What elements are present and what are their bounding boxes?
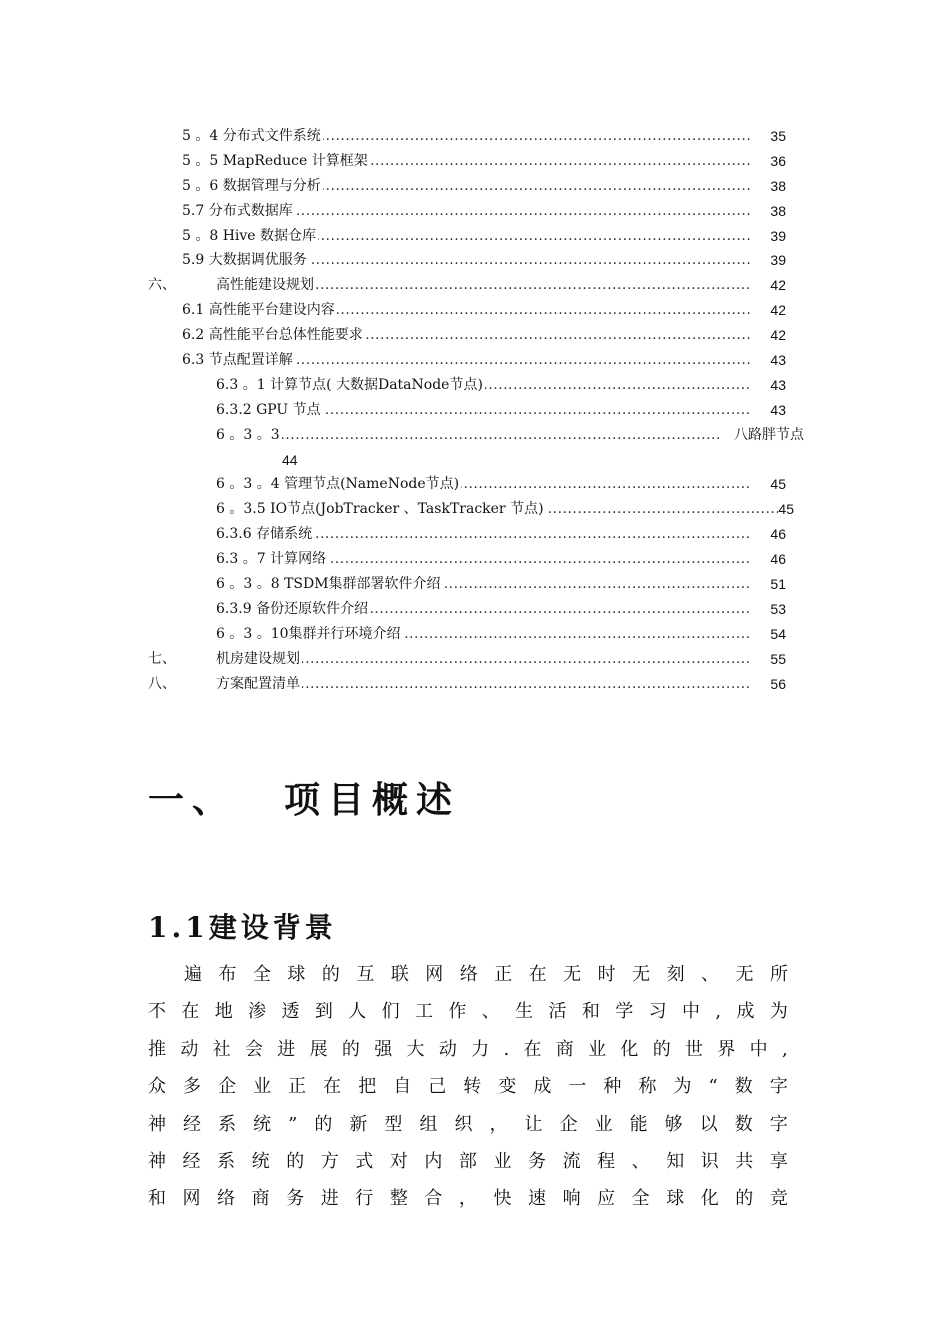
toc-entry-label: 6 。3 。3	[216, 423, 282, 448]
toc-entry[interactable]	[148, 174, 808, 199]
toc-page-number: 42	[770, 302, 786, 319]
toc-entry[interactable]	[148, 472, 808, 497]
toc-entry[interactable]	[148, 572, 808, 597]
toc-entry-label: 6.3 。7 计算网络	[216, 547, 328, 572]
toc-entry-label: 5 。5 MapReduce 计算框架	[182, 149, 370, 174]
toc-entry[interactable]	[148, 323, 808, 348]
toc-entry-label: 6.2 高性能平台总体性能要求	[182, 323, 365, 348]
toc-page-number: 39	[770, 227, 786, 244]
toc-entry-prefix: 七、	[148, 650, 176, 667]
toc-page-number: 43	[770, 352, 786, 369]
toc-entry-label: 高性能建设规划	[216, 273, 316, 298]
body-line: 遍 布 全 球 的 互 联 网 络 正 在 无 时 无 刻 、 无 所	[184, 964, 788, 985]
toc-entry[interactable]	[148, 224, 808, 249]
toc-entry-label: 6 。3.5 IO节点(JobTracker 、TaskTracker 节点)	[216, 497, 546, 522]
toc-page-number: 42	[770, 277, 786, 294]
toc-entry[interactable]	[148, 398, 808, 423]
toc-entry[interactable]	[148, 273, 808, 298]
chapter-heading	[148, 772, 460, 823]
toc-entry[interactable]	[148, 647, 808, 672]
toc-entry-label: 6.3.9 备份还原软件介绍	[216, 597, 370, 622]
toc-entry[interactable]	[148, 149, 808, 174]
toc-entry-label: 6 。3 。10集群并行环境介绍	[216, 622, 403, 647]
body-line: 众 多 企 业 正 在 把 自 己 转 变 成 一 种 称 为 “ 数 字	[148, 1076, 788, 1098]
toc-entry-label: 6.3 节点配置详解	[182, 348, 295, 373]
section-heading: 1.1建设背景	[148, 911, 337, 944]
toc-entry-label: 6.3 。1 计算节点( 大数据DataNode节点)	[216, 373, 485, 398]
toc-entry[interactable]	[148, 547, 808, 572]
chapter-number: 一、	[148, 780, 237, 821]
toc-page-number: 55	[770, 650, 786, 667]
toc-entry-prefix: 八、	[148, 675, 176, 692]
body-line: 和 网 络 商 务 进 行 整 合 ， 快 速 响 应 全 球 化 的 竞	[148, 1188, 788, 1210]
toc-entry[interactable]	[148, 298, 808, 323]
toc-entry[interactable]	[148, 448, 808, 473]
toc-page-number: 38	[770, 202, 786, 219]
toc-entry-trail: 八路胖节点	[734, 423, 804, 448]
toc-entry-label: 5.7 分布式数据库	[182, 199, 295, 224]
toc-entry[interactable]	[148, 497, 808, 522]
toc-entry-label: 6.1 高性能平台建设内容	[182, 298, 337, 323]
chapter-title: 项目概述	[284, 780, 461, 821]
toc-entry-label: 6 。3 。4 管理节点(NameNode节点)	[216, 472, 461, 497]
toc-entry[interactable]	[148, 672, 808, 697]
toc-page-number: 36	[770, 152, 786, 169]
body-line: 神 经 系 统 ” 的 新 型 组 织 ， 让 企 业 能 够 以 数 字	[148, 1113, 788, 1135]
toc-entry[interactable]	[148, 597, 808, 622]
table-of-contents	[148, 124, 808, 696]
toc-page-number: 51	[770, 576, 786, 593]
toc-entry[interactable]	[148, 199, 808, 224]
toc-page-number: 45	[778, 497, 794, 522]
toc-entry[interactable]	[148, 124, 808, 149]
toc-page-number: 43	[770, 376, 786, 393]
toc-entry[interactable]	[148, 622, 808, 647]
toc-page-number: 46	[770, 526, 786, 543]
toc-page-number: 56	[770, 675, 786, 692]
toc-entry-label: 机房建设规划	[216, 647, 302, 672]
toc-entry[interactable]	[148, 348, 808, 373]
toc-entry-label: 方案配置清单	[216, 672, 302, 697]
body-line: 推 动 社 会 进 展 的 强 大 动 力 . 在 商 业 化 的 世 界 中 ,	[148, 1038, 788, 1060]
toc-page-number: 35	[770, 128, 786, 144]
toc-page-number: 44	[282, 451, 298, 468]
toc-page-number: 39	[770, 252, 786, 269]
toc-entry-label: 6.3.6 存储系统	[216, 522, 314, 547]
toc-entry-label: 5.9 大数据调优服务	[182, 248, 309, 273]
toc-entry[interactable]	[148, 423, 808, 448]
toc-page-number: 46	[770, 551, 786, 568]
body-line: 神 经 系 统 的 方 式 对 内 部 业 务 流 程 、 知 识 共 享	[148, 1150, 788, 1172]
toc-page-number: 53	[770, 600, 786, 617]
toc-page-number: 45	[770, 476, 786, 493]
toc-page-number: 42	[770, 327, 786, 344]
toc-page-number: 38	[770, 177, 786, 194]
toc-entry-label: 5 。4 分布式文件系统	[182, 124, 323, 149]
toc-page-number: 54	[770, 625, 786, 642]
toc-leader-dots	[216, 423, 720, 448]
body-paragraph	[148, 960, 788, 1222]
toc-entry[interactable]	[148, 248, 808, 273]
toc-entry-prefix: 六、	[148, 277, 176, 294]
toc-entry-label: 6 。3 。8 TSDM集群部署软件介绍	[216, 572, 443, 597]
toc-entry-label: 5 。8 Hive 数据仓库	[182, 224, 318, 249]
body-line: 不 在 地 渗 透 到 人 们 工 作 、 生 活 和 学 习 中 , 成 为	[148, 1001, 788, 1023]
toc-page-number: 43	[770, 401, 786, 418]
toc-entry[interactable]	[148, 522, 808, 547]
toc-entry-label: 5 。6 数据管理与分析	[182, 174, 323, 199]
toc-entry-label: 6.3.2 GPU 节点	[216, 398, 323, 423]
toc-entry[interactable]	[148, 373, 808, 398]
